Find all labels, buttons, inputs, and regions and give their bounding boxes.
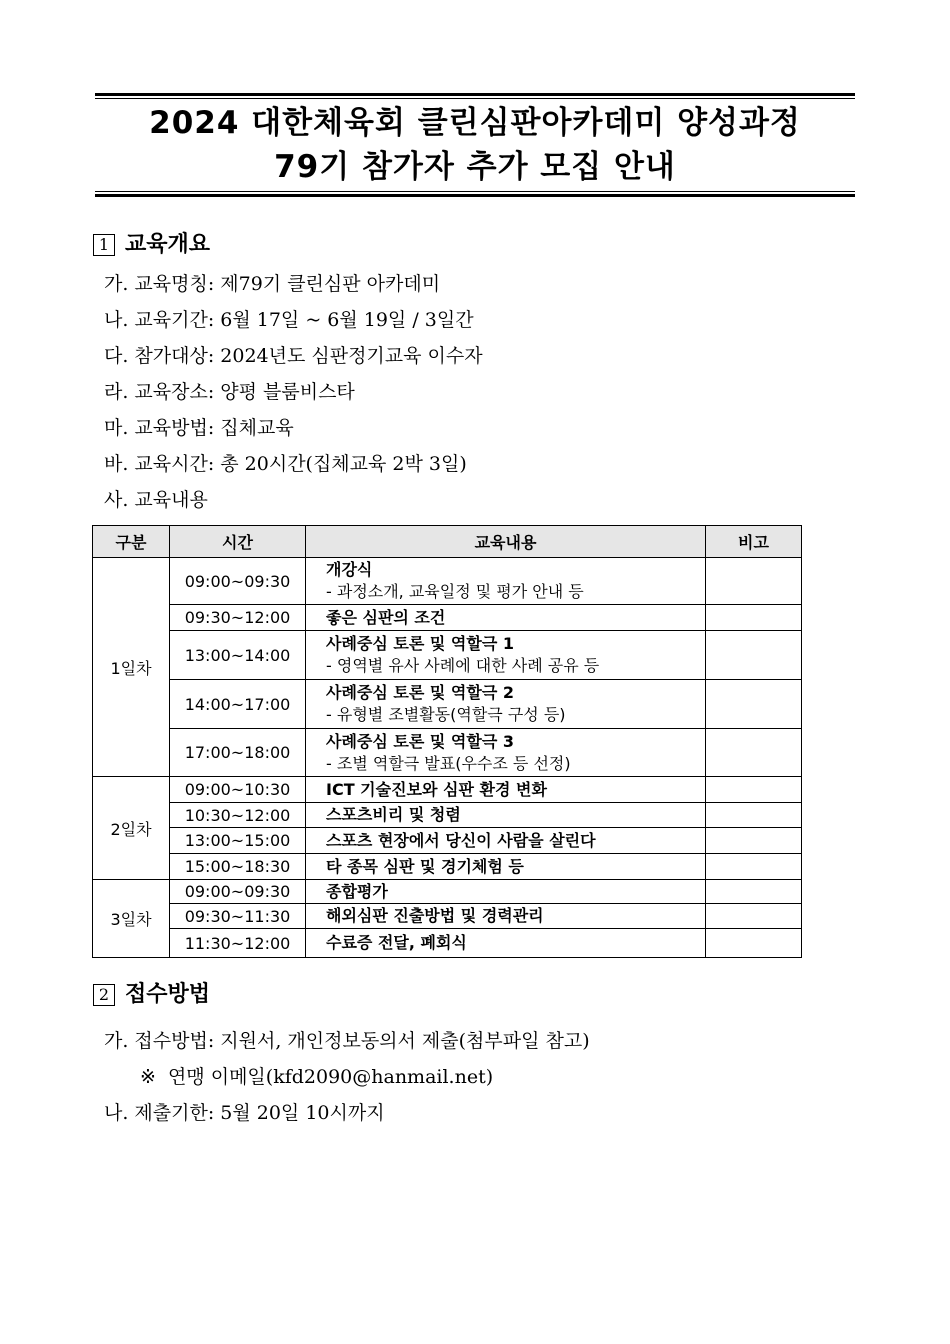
email-note <box>140 1063 493 1091</box>
content-cell <box>306 631 706 680</box>
header-division: 구분 <box>93 526 170 558</box>
note-cell <box>706 729 802 777</box>
item-marker: 라. <box>104 381 129 403</box>
note-text: 연맹 이메일(kfd2090@hanmail.net) <box>167 1066 494 1088</box>
day-label: 1일차 <box>93 558 170 777</box>
time-cell: 13:00~14:00 <box>170 631 306 680</box>
schedule-table <box>92 525 802 958</box>
item-marker: 가. <box>104 273 129 295</box>
note-cell <box>706 854 802 880</box>
item-text: 교육내용 <box>134 489 208 511</box>
section-2-number: 2 <box>93 984 115 1006</box>
item-marker: 나. <box>104 309 129 331</box>
content-cell <box>306 777 706 803</box>
content-title: 수료증 전달, 폐회식 <box>326 933 467 952</box>
table-row <box>93 803 802 828</box>
item-text: 교육명칭: 제79기 클린심판 아카데미 <box>134 273 441 295</box>
table-row <box>93 777 802 803</box>
content-title: 종합평가 <box>326 881 388 901</box>
content-cell <box>306 854 706 880</box>
content-title: 사례중심 토론 및 역할극 3 <box>326 731 514 751</box>
title-line-2: 79기 참가자 추가 모집 안내 <box>274 149 676 185</box>
content-cell <box>306 880 706 904</box>
note-marker: ※ <box>140 1066 156 1088</box>
item-text: 교육장소: 양평 블룸비스타 <box>134 381 355 403</box>
deadline-item <box>104 1099 385 1127</box>
section-2-heading <box>93 980 210 1010</box>
item-text: 교육기간: 6월 17일 ~ 6월 19일 / 3일간 <box>134 309 474 331</box>
table-row <box>93 680 802 729</box>
item-marker: 마. <box>104 417 129 439</box>
time-cell: 13:00~15:00 <box>170 828 306 854</box>
note-cell <box>706 680 802 729</box>
note-cell <box>706 904 802 929</box>
application-item <box>104 1027 590 1055</box>
item-marker: 가. <box>104 1030 129 1052</box>
content-title: 해외심판 진출방법 및 경력관리 <box>326 906 544 925</box>
content-cell <box>306 680 706 729</box>
note-cell <box>706 803 802 828</box>
content-title: ICT 기술진보와 심판 환경 변화 <box>326 779 547 799</box>
content-cell <box>306 828 706 854</box>
item-text: 제출기한: 5월 20일 10시까지 <box>134 1102 385 1124</box>
header-content: 교육내용 <box>306 526 706 558</box>
note-cell <box>706 631 802 680</box>
content-cell <box>306 605 706 631</box>
content-detail: - 영역별 유사 사례에 대한 사례 공유 등 <box>326 656 600 675</box>
content-cell <box>306 803 706 828</box>
title-bottom-rule-thin <box>95 191 855 192</box>
time-cell: 15:00~18:30 <box>170 854 306 880</box>
table-row <box>93 631 802 680</box>
item-text: 접수방법: 지원서, 개인정보동의서 제출(첨부파일 참고) <box>134 1030 590 1052</box>
day-label: 3일차 <box>93 880 170 958</box>
content-detail: - 조별 역할극 발표(우수조 등 선정) <box>326 753 571 773</box>
content-cell <box>306 904 706 929</box>
note-cell <box>706 558 802 605</box>
table-row <box>93 558 802 605</box>
time-cell: 09:00~09:30 <box>170 880 306 904</box>
item-marker: 바. <box>104 453 129 475</box>
section-2-title: 접수방법 <box>125 982 211 1007</box>
item-text: 참가대상: 2024년도 심판정기교육 이수자 <box>134 345 483 367</box>
content-cell <box>306 558 706 605</box>
table-header-row <box>93 526 802 558</box>
title-block <box>95 93 855 197</box>
overview-item <box>104 414 294 442</box>
table-row <box>93 828 802 854</box>
time-cell: 14:00~17:00 <box>170 680 306 729</box>
section-1-heading <box>93 230 210 260</box>
title-top-rule-thin <box>95 98 855 99</box>
content-cell <box>306 729 706 777</box>
time-cell: 09:30~11:30 <box>170 904 306 929</box>
item-marker: 다. <box>104 345 129 367</box>
header-time: 시간 <box>170 526 306 558</box>
note-cell <box>706 777 802 803</box>
time-cell: 09:00~10:30 <box>170 777 306 803</box>
overview-item <box>104 378 355 406</box>
time-cell: 09:30~12:00 <box>170 605 306 631</box>
content-title: 사례중심 토론 및 역할극 1 <box>326 634 514 653</box>
table-row <box>93 929 802 958</box>
title-top-rule <box>95 93 855 96</box>
item-marker: 나. <box>104 1102 129 1124</box>
content-title: 타 종목 심판 및 경기체험 등 <box>326 856 524 876</box>
time-cell: 11:30~12:00 <box>170 929 306 958</box>
item-marker: 사. <box>104 489 129 511</box>
time-cell: 10:30~12:00 <box>170 803 306 828</box>
note-cell <box>706 828 802 854</box>
content-title: 스포츠 현장에서 당신이 사람을 살린다 <box>326 830 596 850</box>
title-line-1: 2024 대한체육회 클린심판아카데미 양성과정 <box>149 105 801 141</box>
content-title: 스포츠비리 및 청렴 <box>326 805 461 824</box>
content-title: 사례중심 토론 및 역할극 2 <box>326 683 514 702</box>
table-row <box>93 605 802 631</box>
note-cell <box>706 605 802 631</box>
item-text: 교육시간: 총 20시간(집체교육 2박 3일) <box>134 453 467 475</box>
item-text: 교육방법: 집체교육 <box>134 417 294 439</box>
section-1-number: 1 <box>93 234 115 256</box>
content-title: 좋은 심판의 조건 <box>326 607 446 627</box>
overview-item <box>104 342 483 370</box>
table-row <box>93 729 802 777</box>
section-1-title: 교육개요 <box>125 232 211 257</box>
content-cell <box>306 929 706 958</box>
title-bottom-rule <box>95 194 855 197</box>
overview-item <box>104 486 208 514</box>
note-cell <box>706 880 802 904</box>
table-row <box>93 854 802 880</box>
table-row <box>93 880 802 904</box>
content-detail: - 유형별 조별활동(역할극 구성 등) <box>326 705 566 724</box>
day-label: 2일차 <box>93 777 170 880</box>
content-detail: - 과정소개, 교육일정 및 평가 안내 등 <box>326 582 584 601</box>
header-note: 비고 <box>706 526 802 558</box>
time-cell: 17:00~18:00 <box>170 729 306 777</box>
content-title: 개강식 <box>326 560 373 579</box>
table-row <box>93 904 802 929</box>
overview-item <box>104 270 440 298</box>
overview-item <box>104 450 467 478</box>
overview-item <box>104 306 474 334</box>
time-cell: 09:00~09:30 <box>170 558 306 605</box>
note-cell <box>706 929 802 958</box>
